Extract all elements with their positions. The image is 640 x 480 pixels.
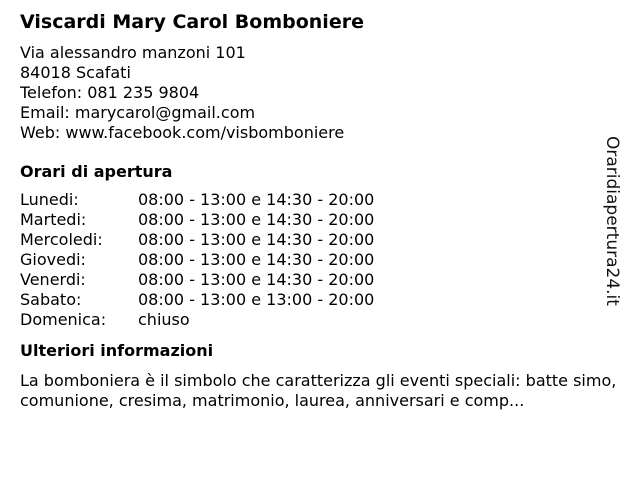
hours-row-wednesday — [20, 230, 610, 250]
address-line-1: Via alessandro manzoni 101 — [20, 43, 246, 62]
address-line-2: 84018 Scafati — [20, 63, 131, 82]
hours-row-monday — [20, 190, 610, 210]
more-info-title: Ulteriori informazioni — [20, 341, 214, 360]
hours-value: 08:00 - 13:00 e 14:30 - 20:00 — [138, 250, 375, 269]
site-watermark: Oraridiapertura24.it — [602, 136, 622, 306]
hours-value: 08:00 - 13:00 e 14:30 - 20:00 — [138, 190, 375, 209]
hours-row-friday — [20, 270, 610, 290]
day-label: Giovedi: — [20, 250, 86, 269]
hours-value: chiuso — [138, 310, 190, 329]
phone-text: Telefon: 081 235 9804 — [20, 83, 200, 102]
hours-row-tuesday — [20, 210, 610, 230]
hours-value: 08:00 - 13:00 e 13:00 - 20:00 — [138, 290, 375, 309]
day-label: Domenica: — [20, 310, 107, 329]
hours-value: 08:00 - 13:00 e 14:30 - 20:00 — [138, 210, 375, 229]
hours-value: 08:00 - 13:00 e 14:30 - 20:00 — [138, 230, 375, 249]
day-label: Mercoledi: — [20, 230, 103, 249]
day-label: Venerdi: — [20, 270, 86, 289]
business-name: Viscardi Mary Carol Bomboniere — [20, 11, 364, 33]
email-text: Email: marycarol@gmail.com — [20, 103, 256, 122]
hours-row-sunday — [20, 310, 610, 330]
hours-row-saturday — [20, 290, 610, 310]
web-text: Web: www.facebook.com/visbomboniere — [20, 123, 345, 142]
contact-block — [20, 43, 610, 143]
day-label: Sabato: — [20, 290, 82, 309]
opening-hours-title: Orari di apertura — [20, 162, 173, 181]
day-label: Lunedi: — [20, 190, 79, 209]
more-info-text: La bomboniera è il simbolo che caratterizza gli eventi speciali: batte simo, comunione, cresima, matrimonio, laurea, anniversari e comp... — [20, 371, 617, 410]
opening-hours-list — [20, 190, 610, 330]
hours-row-thursday — [20, 250, 610, 270]
hours-value: 08:00 - 13:00 e 14:30 - 20:00 — [138, 270, 375, 289]
day-label: Martedi: — [20, 210, 87, 229]
